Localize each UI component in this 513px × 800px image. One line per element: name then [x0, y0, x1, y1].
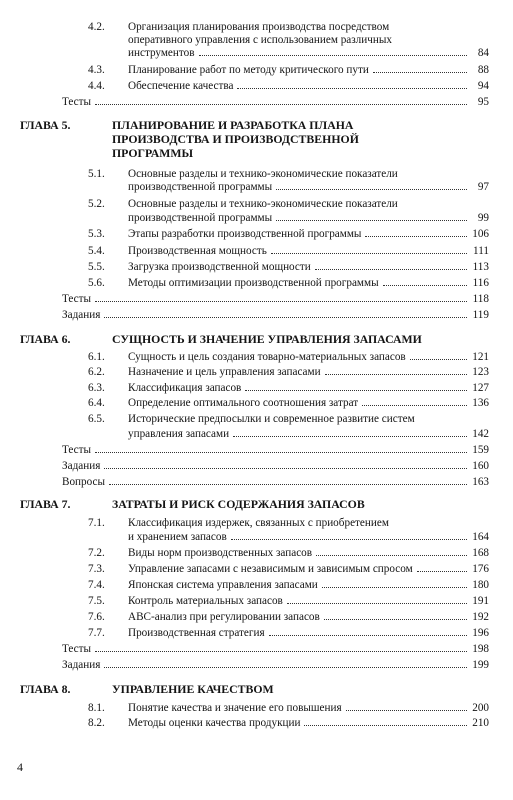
entry-title: Загрузка производственной мощности [128, 261, 311, 273]
entry-number: 7.3. [88, 563, 105, 575]
entry-title: Тесты [62, 96, 92, 108]
entry-title: Производственная стратегия [128, 627, 265, 639]
toc-entry-7-4[interactable] [88, 579, 489, 592]
toc-entry-tests-5[interactable] [62, 293, 489, 306]
chapter-title-line: УПРАВЛЕНИЕ КАЧЕСТВОМ [112, 682, 274, 696]
toc-entry-8-2[interactable] [88, 717, 489, 730]
entry-title: Задания [62, 659, 101, 671]
toc-entry-number [88, 413, 105, 426]
leader-dots [95, 651, 467, 652]
entry-title: Вопросы [62, 476, 105, 488]
leader-dots [109, 484, 467, 485]
entry-number: 5.3. [88, 228, 105, 240]
entry-title: Контроль материальных запасов [128, 595, 283, 607]
entry-page: 192 [472, 611, 489, 623]
toc-entry-5-6[interactable] [88, 277, 489, 290]
chapter-label: ГЛАВА 6. [20, 332, 71, 346]
entry-page: 159 [472, 444, 489, 456]
entry-title: Производственная мощность [128, 245, 267, 257]
entry-title: Виды норм производственных запасов [128, 547, 313, 559]
entry-title: АВС-анализ при регулировании запасов [128, 611, 320, 623]
entry-title: управления запасами [128, 428, 230, 440]
entry-number: 8.2. [88, 717, 105, 729]
entry-page: 191 [472, 595, 489, 607]
toc-entry-6-5[interactable] [128, 428, 489, 441]
entry-title: Тесты [62, 444, 92, 456]
toc-entry-6-1[interactable] [88, 351, 489, 364]
chapter-label: ГЛАВА 7. [20, 497, 71, 511]
page-number: 4 [17, 760, 23, 774]
chapter-title-line: ПРОГРАММЫ [112, 146, 194, 160]
toc-entry-number [88, 168, 105, 181]
chapter-heading-6[interactable] [20, 332, 422, 346]
entry-page: 210 [472, 717, 489, 729]
entry-page: 142 [472, 428, 489, 440]
toc-entry-line: Организация планирования производства посредством [128, 21, 390, 33]
entry-page: 136 [472, 397, 489, 409]
chapter-title [112, 497, 365, 511]
toc-entry-7-5[interactable] [88, 595, 489, 608]
entry-title: производственной программы [128, 181, 273, 193]
chapter-title-line: ПРОИЗВОДСТВА И ПРОИЗВОДСТВЕННОЙ [112, 132, 359, 146]
entry-title: Тесты [62, 643, 92, 655]
entry-page: 84 [477, 47, 489, 59]
entry-page: 118 [472, 293, 489, 305]
entry-page: 176 [472, 563, 489, 575]
entry-title: Задания [62, 309, 101, 321]
entry-page: 127 [472, 382, 489, 394]
toc-entry-tasks-5[interactable] [62, 309, 489, 322]
toc-entry-7-1[interactable] [128, 531, 489, 544]
leader-dots [315, 269, 467, 270]
toc-entry-line: оперативного управления с использованием различных [128, 34, 392, 46]
entry-number: 7.5. [88, 595, 105, 607]
toc-entry-7-2[interactable] [88, 547, 489, 560]
chapter-heading-5[interactable] [20, 118, 359, 160]
entry-number: 6.2. [88, 366, 105, 378]
toc-entry-7-3[interactable] [88, 563, 489, 576]
entry-title: производственной программы [128, 212, 273, 224]
toc-entry-4-2[interactable] [128, 47, 489, 60]
entry-number: 7.1. [88, 517, 105, 529]
leader-dots [271, 253, 467, 254]
toc-entry-tasks-7[interactable] [62, 659, 489, 672]
chapter-title-line: ЗАТРАТЫ И РИСК СОДЕРЖАНИЯ ЗАПАСОВ [112, 497, 365, 511]
entry-title: Обеспечение качества [128, 80, 234, 92]
entry-page: 164 [472, 531, 489, 543]
leader-dots [417, 571, 467, 572]
toc-entry-5-5[interactable] [88, 261, 489, 274]
entry-page: 106 [472, 228, 489, 240]
entry-title: Сущность и цель создания товарно-материальных запасов [128, 351, 406, 363]
entry-page: 111 [473, 245, 489, 257]
entry-title: Планирование работ по методу критического пути [128, 64, 369, 76]
chapter-title [112, 682, 274, 696]
toc-entry-7-7[interactable] [88, 627, 489, 640]
entry-page: 121 [472, 351, 489, 363]
entry-page: 168 [472, 547, 489, 559]
toc-entry-5-2[interactable] [128, 212, 489, 225]
entry-number: 5.5. [88, 261, 105, 273]
entry-number: 6.1. [88, 351, 105, 363]
entry-page: 199 [472, 659, 489, 671]
toc-entry-6-4[interactable] [88, 397, 489, 410]
entry-title: Назначение и цель управления запасами [128, 366, 321, 378]
entry-number: 6.5. [88, 413, 105, 425]
entry-page: 119 [472, 309, 489, 321]
toc-entry-number [88, 21, 105, 34]
toc-entry-7-6[interactable] [88, 611, 489, 624]
entry-title: Этапы разработки производственной программы [128, 228, 362, 240]
entry-number: 8.1. [88, 702, 105, 714]
chapter-label: ГЛАВА 8. [20, 682, 71, 696]
entry-number: 7.2. [88, 547, 105, 559]
chapter-title [112, 332, 422, 346]
leader-dots [287, 603, 467, 604]
chapter-label: ГЛАВА 5. [20, 118, 71, 132]
leader-dots [245, 390, 467, 391]
toc-entry-tests-7[interactable] [62, 643, 489, 656]
entry-page: 123 [472, 366, 489, 378]
entry-title: Классификация запасов [128, 382, 242, 394]
toc-entry-line: Исторические предпосылки и современное развитие систем [128, 413, 415, 425]
entry-number: 5.6. [88, 277, 105, 289]
entry-number: 7.6. [88, 611, 105, 623]
entry-page: 196 [472, 627, 489, 639]
toc-entry-8-1[interactable] [88, 702, 489, 715]
leader-dots [304, 725, 467, 726]
leader-dots [104, 667, 467, 668]
entry-number: 4.4. [88, 80, 105, 92]
entry-title: Тесты [62, 293, 92, 305]
entry-number: 5.1. [88, 168, 105, 180]
leader-dots [231, 539, 467, 540]
toc-entry-line: Основные разделы и технико-экономические показатели [128, 168, 398, 180]
toc-entry-4-4[interactable] [88, 80, 489, 93]
entry-page: 88 [477, 64, 489, 76]
toc-entry-5-1[interactable] [128, 181, 489, 194]
toc-entry-tests-6[interactable] [62, 444, 489, 457]
leader-dots [383, 285, 467, 286]
entry-number: 7.7. [88, 627, 105, 639]
leader-dots [410, 359, 467, 360]
chapter-title [112, 118, 359, 160]
entry-title: Определение оптимального соотношения затрат [128, 397, 359, 409]
entry-number: 5.4. [88, 245, 105, 257]
chapter-heading-7[interactable] [20, 497, 365, 511]
entry-title: Японская система управления запасами [128, 579, 318, 591]
entry-number: 5.2. [88, 198, 105, 210]
entry-page: 94 [477, 80, 489, 92]
entry-page: 95 [477, 96, 489, 108]
leader-dots [104, 468, 467, 469]
toc-entry-line: Основные разделы и технико-экономические показатели [128, 198, 398, 210]
toc-entry-tasks-6[interactable] [62, 460, 489, 473]
toc-entry-5-4[interactable] [88, 245, 489, 258]
toc-entry-4-3[interactable] [88, 64, 489, 77]
entry-title: и хранением запасов [128, 531, 227, 543]
entry-page: 180 [472, 579, 489, 591]
leader-dots [325, 374, 467, 375]
entry-number: 4.2. [88, 21, 105, 33]
entry-page: 113 [472, 261, 489, 273]
entry-title: Управление запасами с независимым и зависимым спросом [128, 563, 413, 575]
leader-dots [316, 555, 467, 556]
leader-dots [362, 405, 467, 406]
leader-dots [365, 236, 467, 237]
leader-dots [322, 587, 467, 588]
leader-dots [373, 72, 467, 73]
leader-dots [95, 301, 467, 302]
entry-page: 200 [472, 702, 489, 714]
leader-dots [95, 452, 467, 453]
chapter-title-line: СУЩНОСТЬ И ЗНАЧЕНИЕ УПРАВЛЕНИЯ ЗАПАСАМИ [112, 332, 422, 346]
leader-dots [276, 189, 467, 190]
entry-number: 6.3. [88, 382, 105, 394]
entry-title: Методы оценки качества продукции [128, 717, 301, 729]
entry-title: Задания [62, 460, 101, 472]
leader-dots [237, 88, 467, 89]
entry-page: 116 [472, 277, 489, 289]
entry-number: 6.4. [88, 397, 105, 409]
entry-page: 97 [477, 181, 489, 193]
toc-entry-number [88, 198, 105, 211]
chapter-title-line: ПЛАНИРОВАНИЕ И РАЗРАБОТКА ПЛАНА [112, 118, 354, 132]
entry-page: 163 [472, 476, 489, 488]
leader-dots [269, 635, 467, 636]
toc-entry-5-3[interactable] [88, 228, 489, 241]
entry-page: 198 [472, 643, 489, 655]
toc-entry-questions-6[interactable] [62, 476, 489, 489]
entry-number: 4.3. [88, 64, 105, 76]
leader-dots [324, 619, 467, 620]
toc-entry-line: Классификация издержек, связанных с приобретением [128, 517, 389, 529]
toc-entry-6-3[interactable] [88, 382, 489, 395]
toc-entry-tests-4[interactable] [62, 96, 489, 109]
leader-dots [199, 55, 467, 56]
entry-title: Методы оптимизации производственной программы [128, 277, 379, 289]
toc-entry-number [88, 517, 105, 530]
entry-title: Понятие качества и значение его повышения [128, 702, 342, 714]
leader-dots [95, 104, 467, 105]
leader-dots [276, 220, 467, 221]
entry-number: 7.4. [88, 579, 105, 591]
entry-title: инструментов [128, 47, 195, 59]
entry-page: 160 [472, 460, 489, 472]
toc-entry-6-2[interactable] [88, 366, 489, 379]
leader-dots [233, 436, 467, 437]
leader-dots [104, 317, 467, 318]
leader-dots [346, 710, 467, 711]
entry-page: 99 [477, 212, 489, 224]
chapter-heading-8[interactable] [20, 682, 274, 696]
